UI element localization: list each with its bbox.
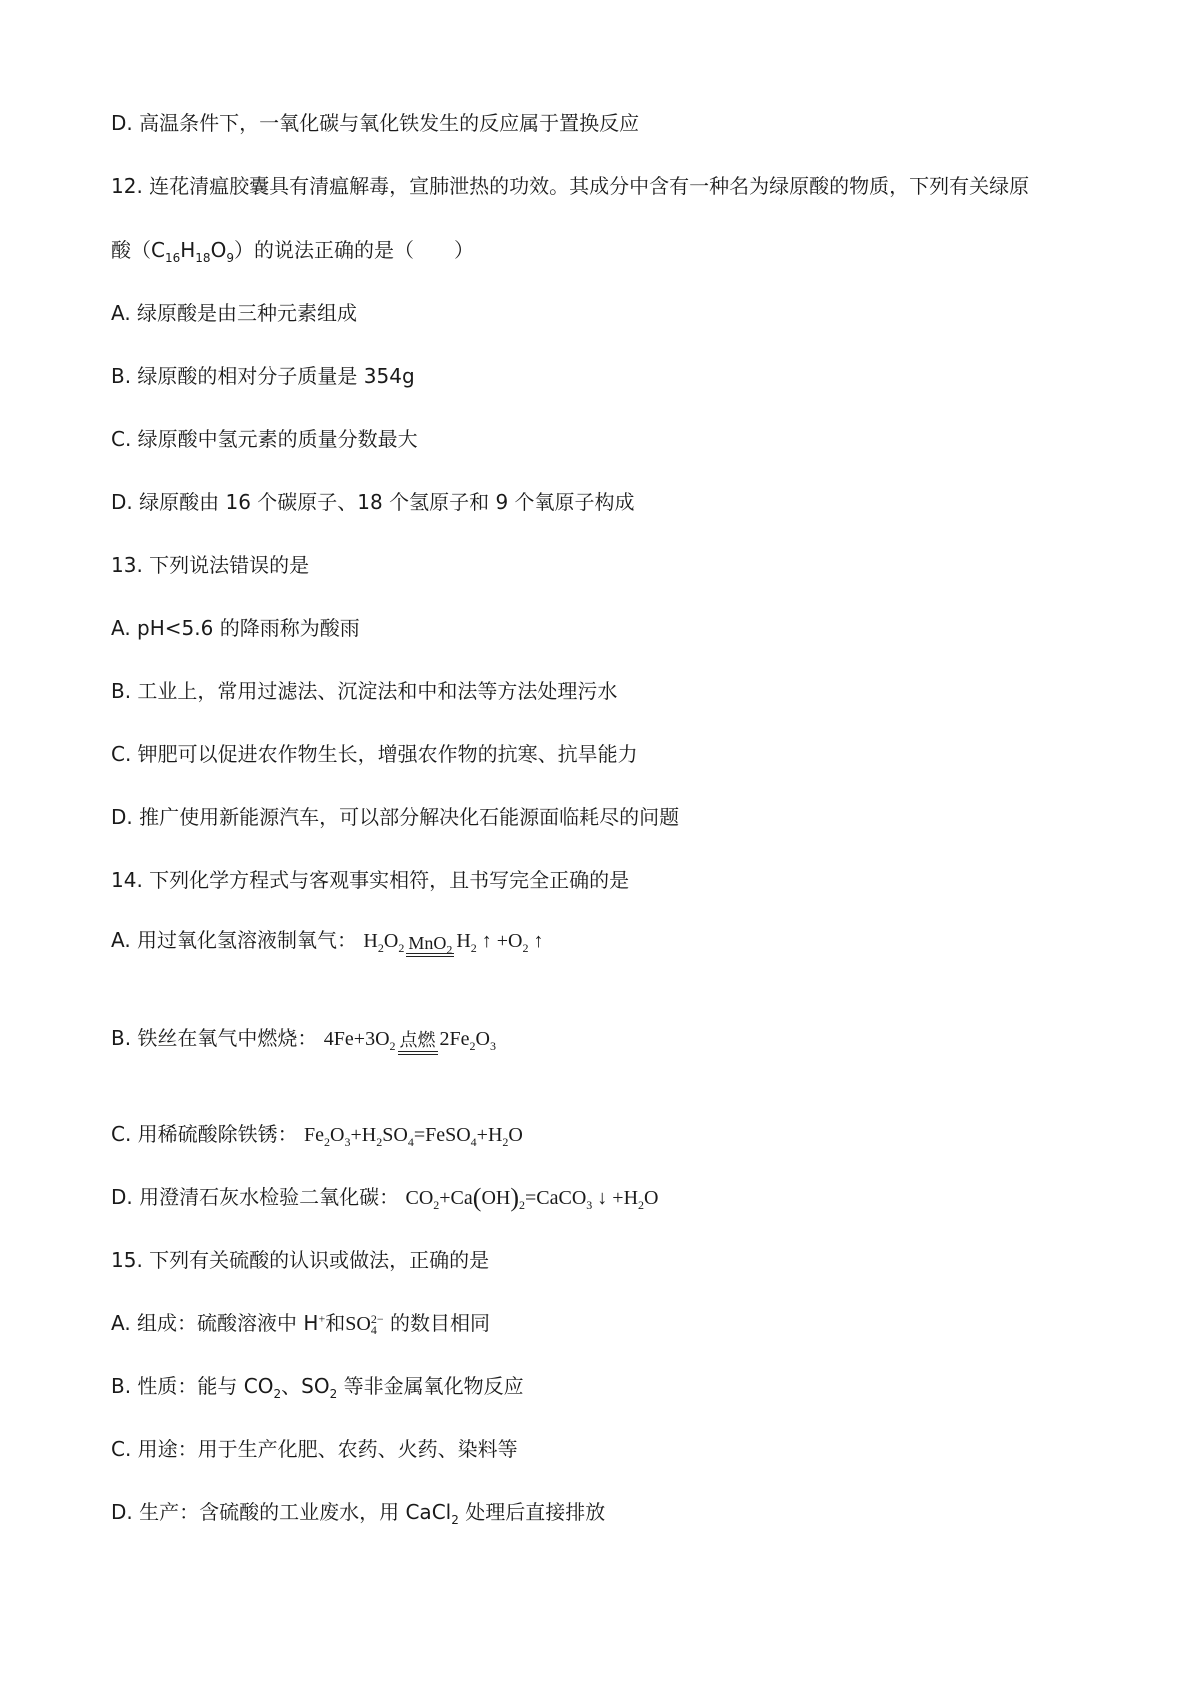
q14-option-a: A. 用过氧化氢溶液制氧气： $H_2O_2$ MnO$_2$ $H_2$ ↑ $+O_2$ ↑ <box>111 915 544 966</box>
q14-option-d: D. 用澄清石灰水检验二氧化碳： $CO_2+Ca(OH)_2=CaCO_3$ ↓ $+H_2O$ <box>111 1183 659 1212</box>
chlorogenic-acid-formula: $C_{16}H_{18}O_9$ <box>151 238 234 265</box>
q12-option-a: A. 绿原酸是由三种元素组成 <box>111 301 358 325</box>
q13-option-d: D. 推广使用新能源汽车，可以部分解决化石能源面临耗尽的问题 <box>111 805 680 829</box>
equation-a: $H_2O_2$ MnO$_2$ $H_2$ ↑ $+O_2$ ↑ <box>363 930 543 952</box>
q14-stem: 14. 下列化学方程式与客观事实相符，且书写完全正确的是 <box>111 868 630 892</box>
q13-option-b: B. 工业上，常用过滤法、沉淀法和中和法等方法处理污水 <box>111 679 618 703</box>
q14-option-b: B. 铁丝在氧气中燃烧： $4Fe+3O_2$ 点燃 $2Fe_2O_3$ <box>111 1013 496 1064</box>
q12-option-b: B. 绿原酸的相对分子质量是 354g <box>111 364 415 388</box>
q13-stem: 13. 下列说法错误的是 <box>111 553 310 577</box>
q12-option-d: D. 绿原酸由 16 个碳原子、18 个氢原子和 9 个氧原子构成 <box>111 490 635 514</box>
q13-option-a: A. pH<5.6 的降雨称为酸雨 <box>111 616 360 640</box>
q13-option-c: C. 钾肥可以促进农作物生长，增强农作物的抗寒、抗旱能力 <box>111 742 638 766</box>
q15-option-b: B. 性质：能与 $CO_2$、$SO_2$ 等非金属氧化物反应 <box>111 1374 524 1401</box>
reaction-condition-ignite: 点燃 <box>398 1031 438 1064</box>
q12-stem-line-2: 酸$(C_{16}H_{18}O_9)$的说法正确的是（ ） <box>111 238 474 265</box>
q15-stem: 15. 下列有关硫酸的认识或做法，正确的是 <box>111 1248 490 1272</box>
q12-option-c: C. 绿原酸中氢元素的质量分数最大 <box>111 427 418 451</box>
q12-stem-line-1: 12. 连花清瘟胶囊具有清瘟解毒，宣肺泄热的功效。其成分中含有一种名为绿原酸的物质，下列有关绿原 <box>111 174 1030 198</box>
equation-c: $Fe_2O_3+H_2SO_4=FeSO_4+H_2O$ <box>304 1124 523 1149</box>
reaction-condition-mno2: MnO$_2$ <box>408 933 453 957</box>
sulfate-ion: SO 2− 4 <box>345 1312 384 1338</box>
q14-option-c: C. 用稀硫酸除铁锈： $Fe_2O_3+H_2SO_4=FeSO_4+H_2O$ <box>111 1122 523 1149</box>
equation-d: $CO_2+Ca(OH)_2=CaCO_3$ ↓ $+H_2O$ <box>405 1183 659 1212</box>
q15-option-d: D. 生产：含硫酸的工业废水，用 CaCl$_2$ 处理后直接排放 <box>111 1500 606 1527</box>
q15-option-a: A. 组成：硫酸溶液中 H+和SO 2− 4 的数目相同 <box>111 1311 490 1338</box>
q15-option-c: C. 用途：用于生产化肥、农药、火药、染料等 <box>111 1437 518 1461</box>
q11-option-d: D. 高温条件下，一氧化碳与氧化铁发生的反应属于置换反应 <box>111 111 640 135</box>
equation-b: $4Fe+3O_2$ 点燃 $2Fe_2O_3$ <box>324 1028 496 1050</box>
